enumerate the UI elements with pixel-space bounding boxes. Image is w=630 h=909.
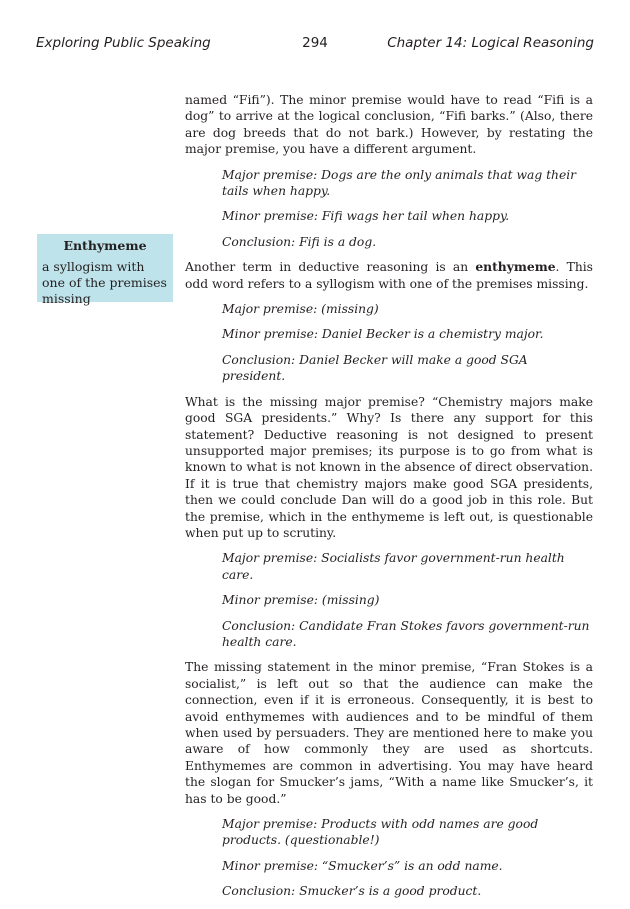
example-minor-premise: Minor premise: (missing) — [222, 593, 380, 608]
paragraph: What is the missing major premise? “Chemistry majors make good SGA presidents.” Why? Is there any support for this statement? Deductive reasoning is not designed to present unsupported major premises; its purpose is to go from what is known to what is not known in the absence of direct observation. If it is true that chemistry majors make good SGA presidents, then we could conclude Dan will do a good job in this role. But the premise, which in the enthymeme is left out, is questionable when put up to scrutiny. — [185, 394, 593, 540]
running-header — [36, 35, 594, 55]
glossary-term: Enthymeme — [63, 238, 147, 253]
example-minor-premise: Minor premise: Fifi wags her tail when happy. — [222, 209, 510, 224]
glossary-definition: a syllogism with one of the premises missing — [42, 259, 167, 306]
glossary-sidebar — [37, 234, 173, 306]
example-major-premise: Major premise: Products with odd names are good products. (questionable!) — [222, 817, 539, 848]
example-major-premise: Major premise: Dogs are the only animals that wag their tails when happy. — [222, 167, 577, 199]
paragraph-enthymeme — [185, 259, 593, 292]
paragraph: named “Fifi”). The minor premise would have to read “Fifi is a dog” to arrive at the logical conclusion, “Fifi barks.” (Also, there are dog breeds that do not bark.) However, by restating the major premise, you have a different argument. — [185, 93, 593, 157]
book-title: Exploring Public Speaking — [36, 35, 211, 51]
example-conclusion: Conclusion: Candidate Fran Stokes favors government-run health care. — [222, 618, 590, 649]
example-major-premise: Major premise: (missing) — [222, 302, 379, 317]
example-minor-premise: Minor premise: Daniel Becker is a chemistry major. — [222, 327, 544, 342]
main-text — [185, 92, 593, 909]
text-run: Another term in deductive reasoning is an — [185, 260, 476, 275]
example-conclusion: Conclusion: Smucker’s is a good product. — [222, 884, 482, 899]
key-term: enthymeme — [475, 259, 556, 275]
page-number: 294 — [302, 35, 328, 51]
text-run: . This odd word refers to a syllogism with one of the premises missing. — [185, 260, 593, 291]
example-major-premise: Major premise: Socialists favor government-run health care. — [222, 551, 565, 582]
example-minor-premise: Minor premise: “Smucker’s” is an odd name. — [222, 858, 503, 873]
example-conclusion: Conclusion: Fifi is a dog. — [222, 234, 377, 249]
paragraph: The missing statement in the minor premise, “Fran Stokes is a socialist,” is left out so that the audience can make the connection, even if it is erroneous. Consequently, it is best to avoid enthymemes with audiences and to be mindful of them when used by persuaders. They are mentioned here to make you aware of how commonly they are used as shortcuts. Enthymemes are common in advertising. You may have heard the slogan for Smucker’s jams, “With a name like Smucker’s, it has to be good.” — [185, 660, 593, 806]
chapter-title: Chapter 14: Logical Reasoning — [387, 35, 594, 51]
example-conclusion: Conclusion: Daniel Becker will make a good SGA president. — [222, 352, 528, 384]
